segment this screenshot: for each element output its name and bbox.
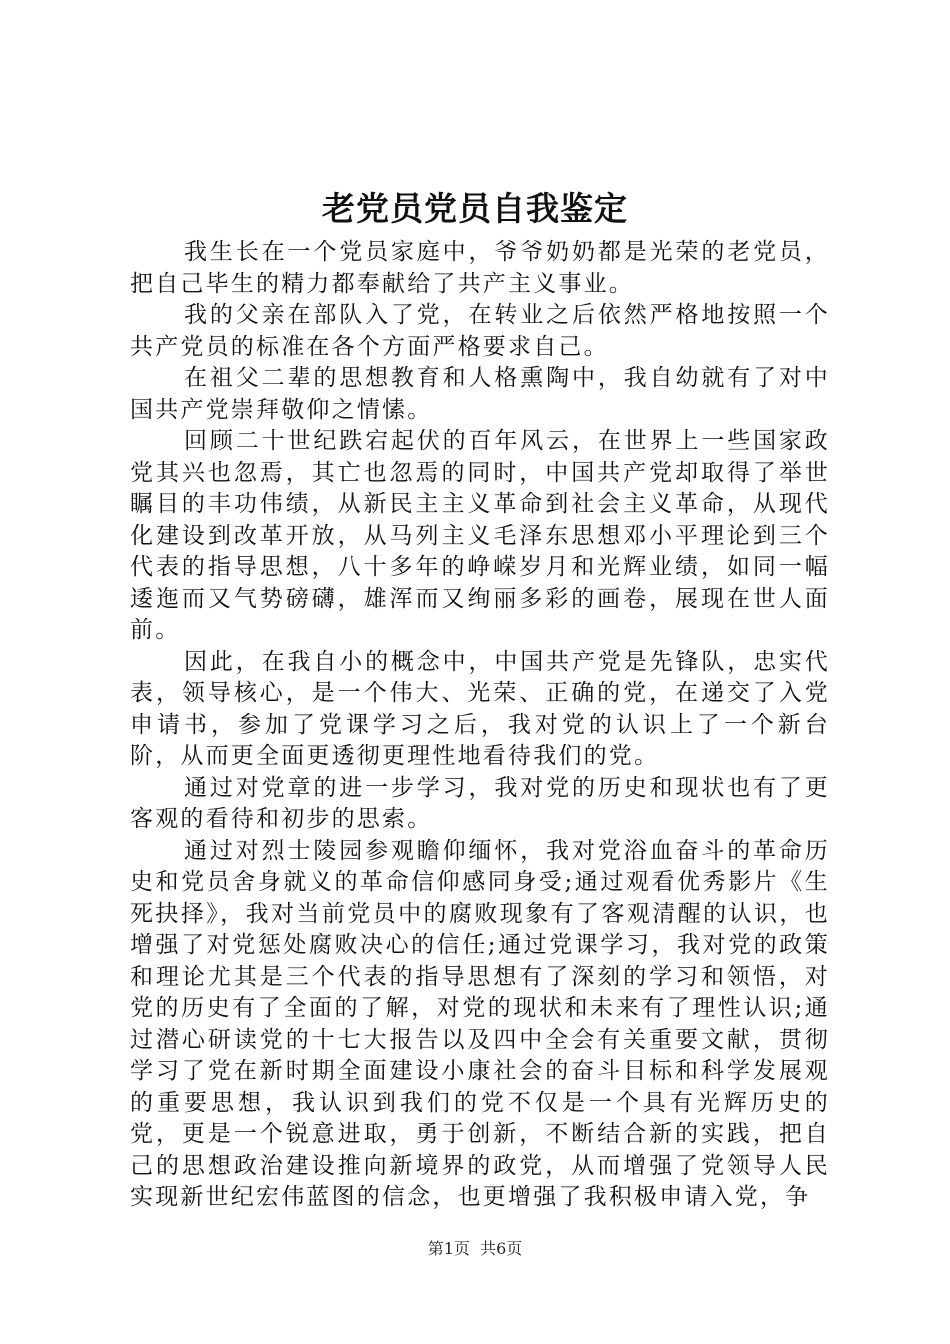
paragraph: 回顾二十世纪跌宕起伏的百年风云，在世界上一些国家政党其兴也忽焉，其亡也忽焉的同时，中国共产党却取得了举世瞩目的丰功伟绩，从新民主主义革命到社会主义革命，从现代化建设到改革开放，从马列主义毛泽东思想邓小平理论到三个代表的指导思想，八十多年的峥嵘岁月和光辉业绩，如同一幅逶迤而又气势磅礴，雄浑而又绚丽多彩的画卷，展现在世人面前。: [130, 428, 830, 643]
paragraph: 因此，在我自小的概念中，中国共产党是先锋队，忠实代表，领导核心，是一个伟大、光荣、正确的党，在递交了入党申请书，参加了党课学习之后，我对党的认识上了一个新台阶，从而更全面更透彻更理性地看待我们的党。: [130, 648, 830, 769]
page-number: 第1页 共6页: [427, 1239, 523, 1258]
paragraph: 我的父亲在部队入了党，在转业之后依然严格地按照一个共产党员的标准在各个方面严格要求自己。: [130, 302, 830, 360]
page-footer: [0, 1238, 950, 1260]
paragraph: 我生长在一个党员家庭中，爷爷奶奶都是光荣的老党员，把自己毕生的精力都奉献给了共产主义事业。: [130, 239, 830, 297]
paragraph: 通过对烈士陵园参观瞻仰缅怀，我对党浴血奋斗的革命历史和党员舍身就义的革命信仰感同身受;通过观看优秀影片《生死抉择》，我对当前党员中的腐败现象有了客观清醒的认识，也增强了对党惩处腐败决心的信任;通过党课学习，我对党的政策和理论尤其是三个代表的指导思想有了深刻的学习和领悟，对党的历史有了全面的了解，对党的现状和未来有了理性认识;通过潜心研读党的十七大报告以及四中全会有关重要文献，贯彻学习了党在新时期全面建设小康社会的奋斗目标和科学发展观的重要思想，我认识到我们的党不仅是一个具有光辉历史的党，更是一个锐意进取，勇于创新，不断结合新的实践，把自己的思想政治建设推向新境界的政党，从而增强了党领导人民实现新世纪宏伟蓝图的信念，也更增强了我积极申请入党，争: [130, 837, 830, 1210]
document-title: 老党员党员自我鉴定: [322, 189, 628, 228]
paragraph: 通过对党章的进一步学习，我对党的历史和现状也有了更客观的看待和初步的思索。: [130, 774, 830, 832]
paragraph: 在祖父二辈的思想教育和人格熏陶中，我自幼就有了对中国共产党崇拜敬仰之情愫。: [130, 365, 830, 423]
document-body: [130, 237, 830, 1214]
